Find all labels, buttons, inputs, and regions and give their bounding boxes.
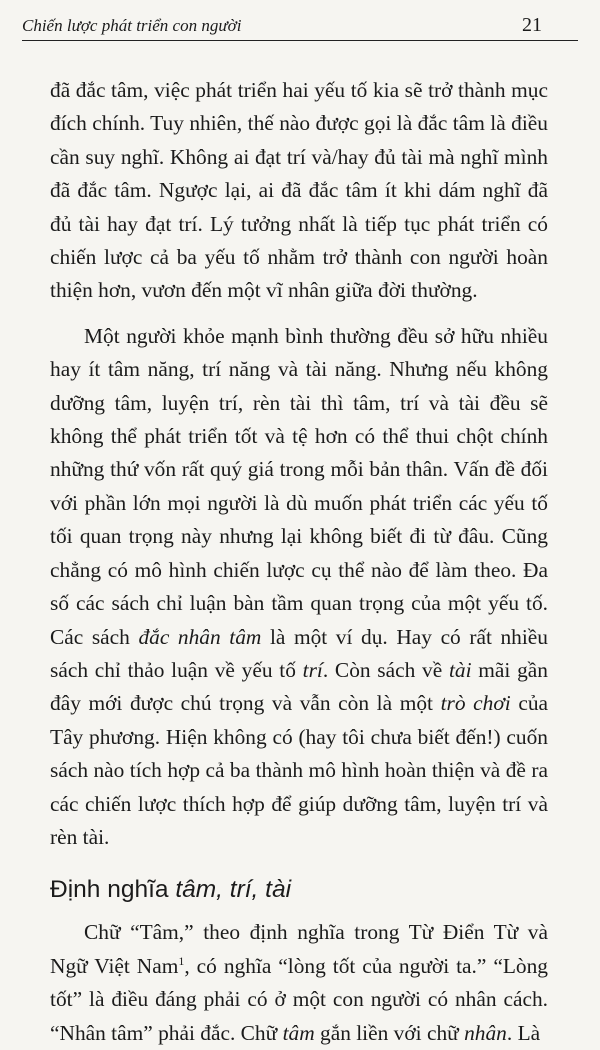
heading-emphasis: tâm, trí, tài: [175, 876, 292, 904]
page-number: 21: [522, 14, 542, 36]
italic-term: trò chơi: [440, 691, 511, 716]
page-body: [50, 74, 548, 1050]
italic-term: tài: [448, 657, 472, 682]
italic-term: tâm: [282, 1020, 315, 1045]
italic-term: nhân: [464, 1020, 507, 1045]
text-run: mãi gần đây mới được chú trọng và vẫn còn là một: [50, 657, 548, 716]
section-heading: [50, 872, 548, 908]
paragraph: [50, 320, 548, 855]
italic-term: trí: [302, 657, 323, 682]
paragraph-text: đã đắc tâm, việc phát triển hai yếu tố kia sẽ trở thành mục đích chính. Tuy nhiên, thế nào được gọi là đắc tâm là điều cần suy nghĩ. Không ai đạt trí và/hay đủ tài mà nghĩ mình đã đắc tâm. Ngược lại, ai đã đắc tâm ít khi dám nghĩ đã đủ tài hay đạt trí. Lý tưởng nhất là tiếp tục phát triển có chiến lược cả ba yếu tố nhằm trở thành con người hoàn thiện hơn, vươn đến một vĩ nhân giữa đời thường.: [50, 78, 548, 303]
text-run: , có nghĩa “lòng tốt của người ta.” “Lòng tốt” là điều đáng phải có ở một con người có nhân cách. “Nhân tâm” phải đắc. Chữ: [50, 953, 548, 1045]
paragraph-continued: [50, 74, 548, 308]
paragraph: [50, 916, 548, 1050]
text-run: . Còn sách về: [322, 657, 449, 682]
italic-term: đắc nhân tâm: [138, 624, 262, 649]
footnote-ref[interactable]: 1: [178, 953, 185, 968]
running-title: Chiến lược phát triển con người: [22, 16, 242, 35]
text-run: gắn liền với chữ: [314, 1020, 465, 1045]
text-run: . Là: [506, 1020, 541, 1045]
text-run: là một ví dụ. Hay có rất nhiều sách chỉ thảo luận về yếu tố: [50, 624, 548, 682]
text-run: của Tây phương. Hiện không có (hay tôi chưa biết đến!) cuốn sách nào tích hợp cả ba thành mô hình hoàn thiện và đề ra các chiến lược thích hợp để giúp dưỡng tâm, luyện trí và rèn tài.: [50, 691, 549, 849]
text-run: Một người khỏe mạnh bình thường đều sở hữu nhiều hay ít tâm năng, trí năng và tài năng. Nhưng nếu không dưỡng tâm, luyện trí, rèn tài thì tâm, trí và tài đều sẽ không thể phát triển tốt và tệ hơn có thể thui chột chính những thứ vốn rất quý giá trong mỗi bản thân. Vấn đề đối với phần lớn mọi người là dù muốn phát triển các yếu tố tối quan trọng này nhưng lại không biết đi từ đâu. Cũng chẳng có mô hình chiến lược cụ thể nào để làm theo. Đa số các sách chỉ luận bàn tầm quan trọng của một yếu tố. Các sách: [50, 323, 548, 649]
page-header: [22, 12, 578, 41]
heading-lead: Định nghĩa: [50, 876, 176, 904]
text-run: Chữ “Tâm,” theo định nghĩa trong Từ Điển Từ và Ngữ Việt Nam: [50, 920, 548, 978]
